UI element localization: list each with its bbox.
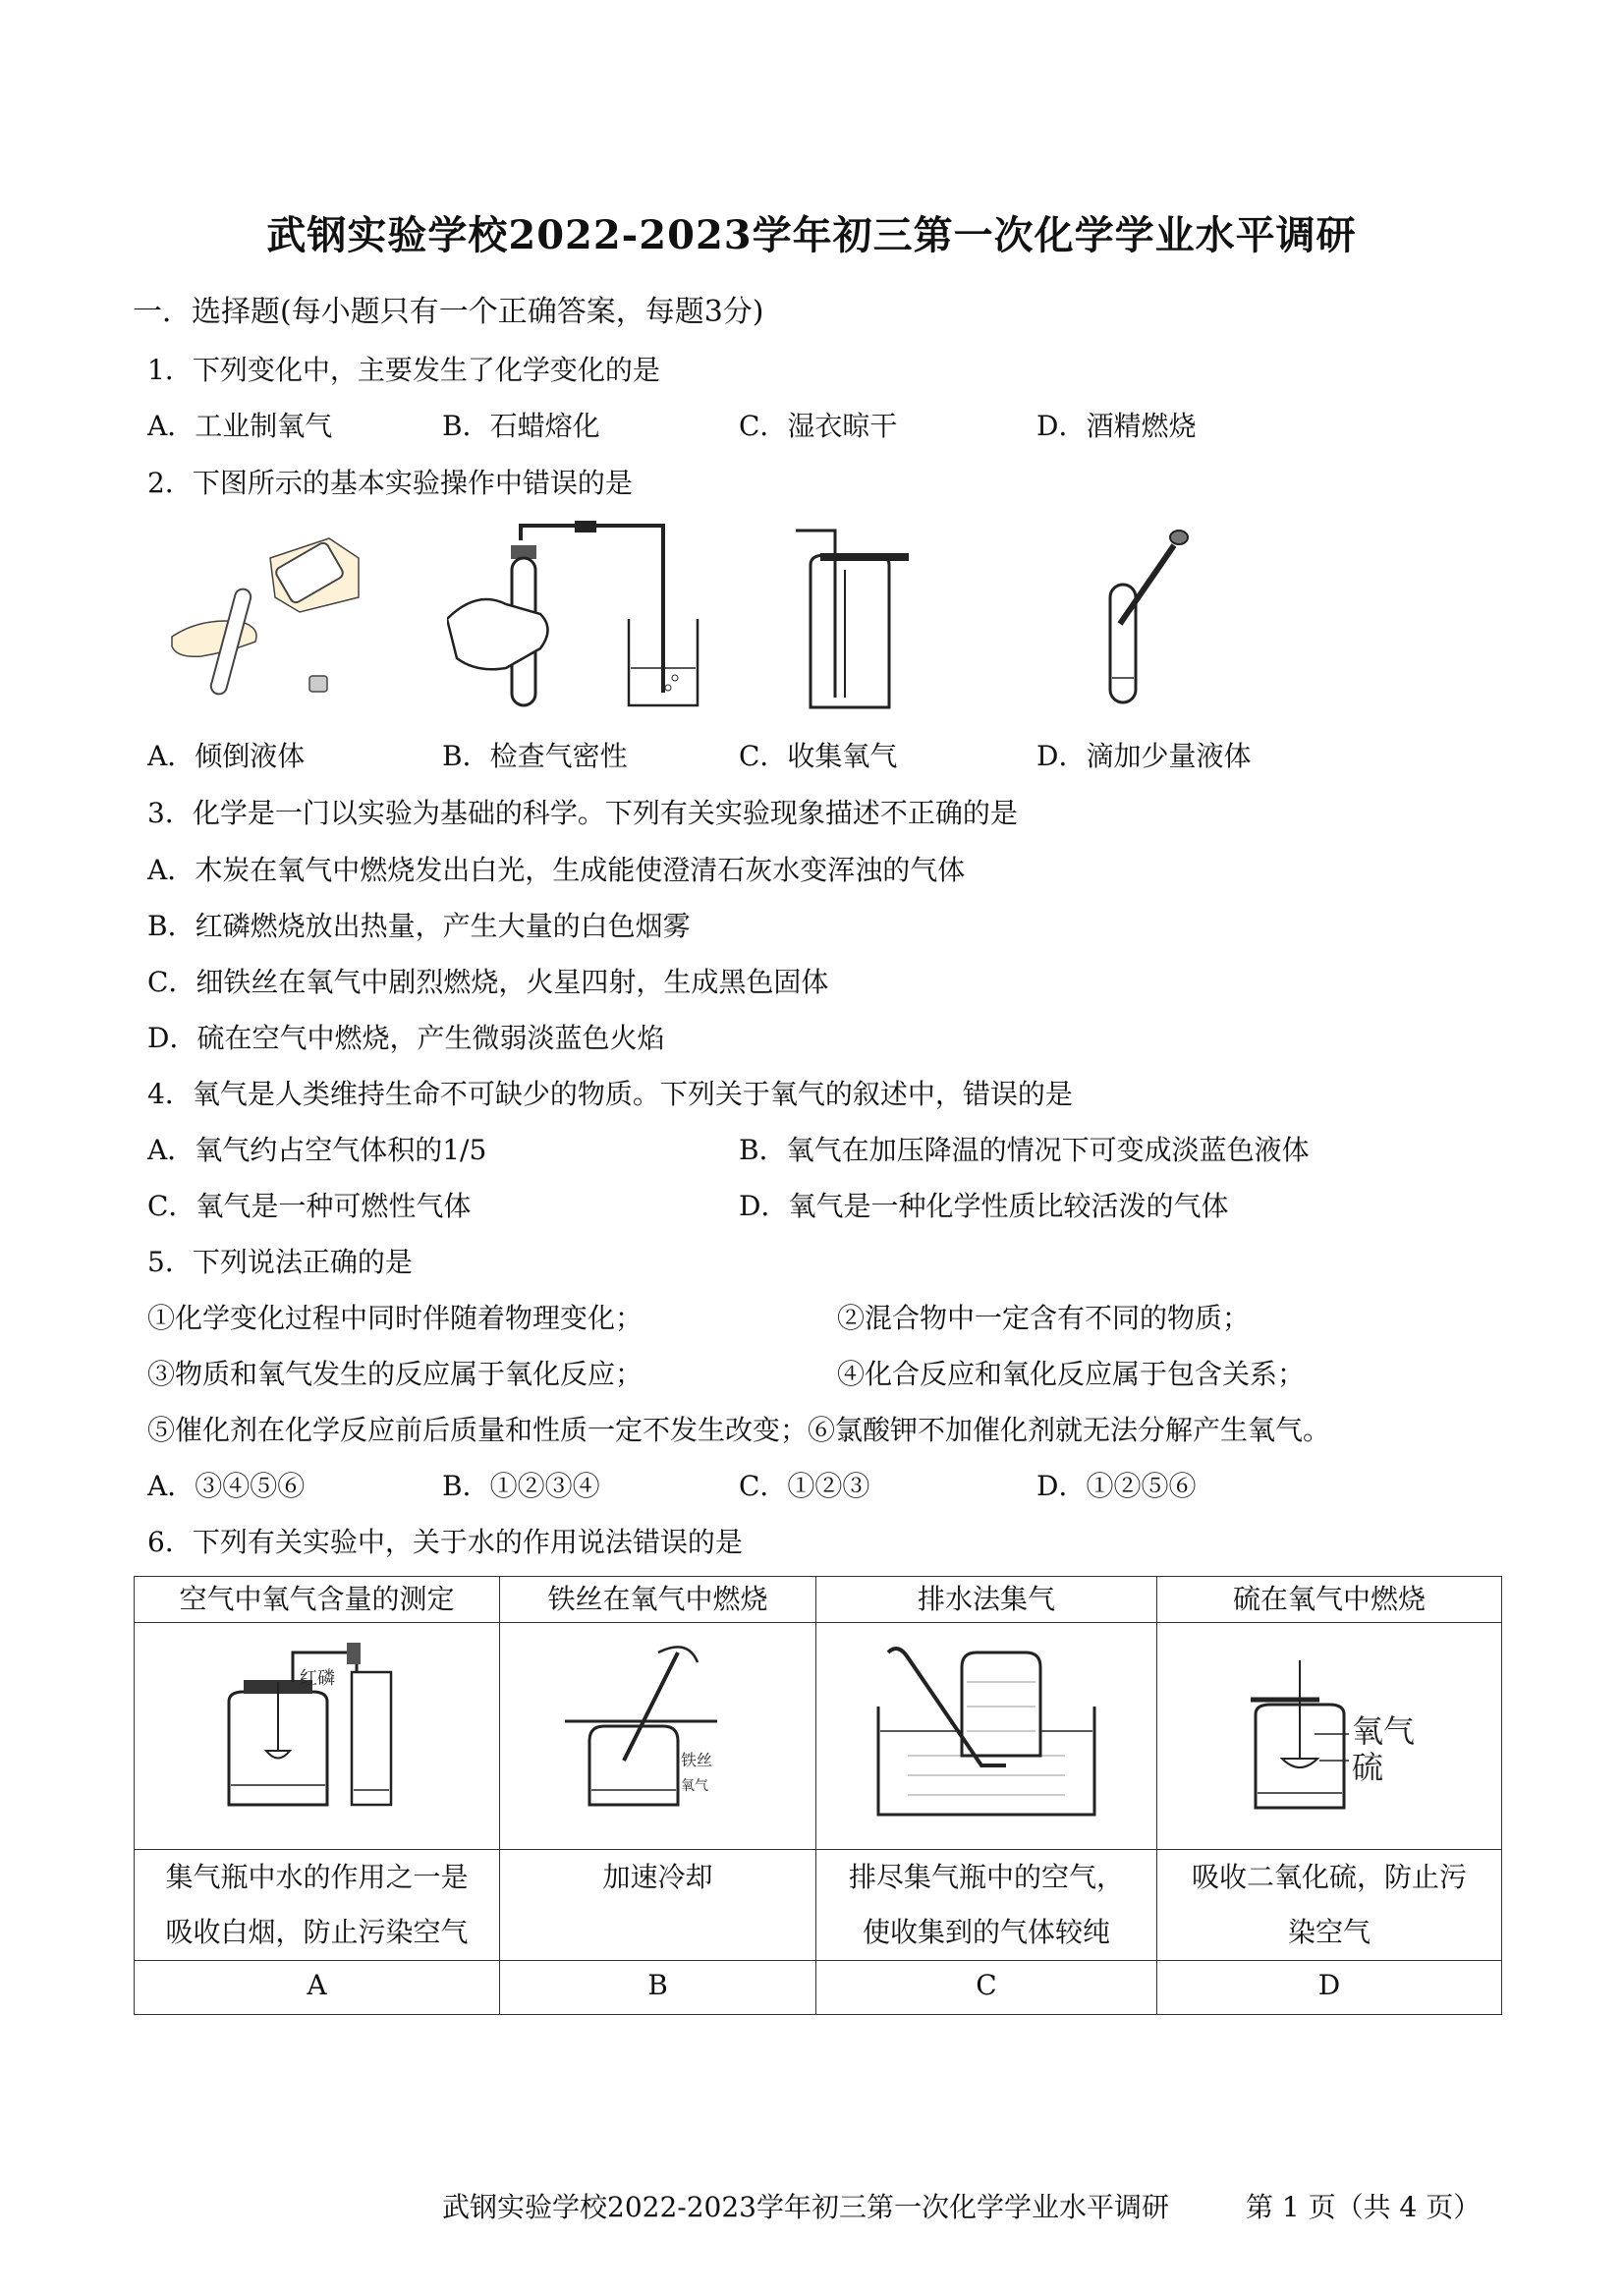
q4-stem: 4．氧气是人类维持生命不可缺少的物质。下列关于氧气的叙述中，错误的是 (147, 1078, 1073, 1110)
q2-option-d: D．滴加少量液体 (1036, 740, 1252, 772)
q5-statement-5-6: ⑤催化剂在化学反应前后质量和性质一定不发生改变；⑥氯酸钾不加催化剂就无法分解产生氧气。 (147, 1414, 1331, 1446)
oxygen-small-label: 氧气 (680, 1778, 708, 1794)
q3-option-d: D．硫在空气中燃烧，产生微弱淡蓝色火焰 (147, 1022, 665, 1054)
q5-statement-3: ③物质和氧气发生的反应属于氧化反应； (147, 1358, 644, 1390)
table-row (135, 1623, 1502, 1850)
q6-label-d: D (1157, 1961, 1502, 2015)
q6-header-a: 空气中氧气含量的测定 (135, 1577, 500, 1623)
q6-header-c: 排水法集气 (816, 1577, 1157, 1623)
q6-desc-b: 加速冷却 (500, 1850, 816, 1961)
table-row (135, 1850, 1502, 1961)
q3-stem: 3．化学是一门以实验为基础的科学。下列有关实验现象描述不正确的是 (147, 797, 1018, 829)
q4-option-b: B．氧气在加压降温的情况下可变成淡蓝色液体 (739, 1134, 1310, 1166)
table-row (135, 1961, 1502, 2015)
q6-figure-d-cell (1157, 1623, 1502, 1850)
q3-option-a: A．木炭在氧气中燃烧发出白光，生成能使澄清石灰水变浑浊的气体 (147, 854, 966, 886)
q2-stem: 2．下图所示的基本实验操作中错误的是 (147, 467, 633, 499)
q6-figure-a-cell (135, 1623, 500, 1850)
q5-statement-1: ①化学变化过程中同时伴随着物理变化； (147, 1302, 644, 1334)
iron-wire-figure (560, 1643, 756, 1820)
q2-option-a: A．倾倒液体 (147, 740, 306, 772)
red-phosphorus-label: 红磷 (299, 1668, 335, 1689)
q5-statement-4: ④化合反应和氧化反应属于包含关系； (837, 1358, 1306, 1390)
page-number: 第 1 页（共 4 页） (1246, 2191, 1482, 2223)
sulfur-combustion-figure (1221, 1641, 1437, 1827)
q6-label-a: A (135, 1961, 500, 2015)
dropper-figure (1091, 526, 1199, 707)
q5-stem: 5．下列说法正确的是 (147, 1246, 413, 1278)
q4-option-d: D．氧气是一种化学性质比较活泼的气体 (739, 1190, 1229, 1222)
q4-option-a: A．氧气约占空气体积的1/5 (147, 1134, 487, 1166)
airtightness-figure (447, 521, 702, 717)
q6-label-b: B (500, 1961, 816, 2015)
q6-desc-c: 排尽集气瓶中的空气，使收集到的气体较纯 (816, 1850, 1157, 1961)
oxygen-label: 氧气 (1352, 1712, 1416, 1750)
q6-table (134, 1576, 1502, 2015)
q6-label-c: C (816, 1961, 1157, 2015)
oxygen-content-figure (209, 1643, 425, 1820)
q1-stem: 1．下列变化中，主要发生了化学变化的是 (147, 354, 660, 386)
q6-stem: 6．下列有关实验中，关于水的作用说法错误的是 (147, 1526, 743, 1558)
q6-header-b: 铁丝在氧气中燃烧 (500, 1577, 816, 1623)
collect-oxygen-figure (791, 526, 909, 712)
q3-option-b: B．红磷燃烧放出热量，产生大量的白色烟雾 (147, 910, 691, 942)
q6-figure-c-cell (816, 1623, 1157, 1850)
water-displacement-figure (868, 1638, 1104, 1834)
q5-option-b: B．①②③④ (442, 1470, 600, 1502)
iron-wire-label: 铁丝 (680, 1751, 712, 1769)
q2-option-b: B．检查气密性 (442, 740, 628, 772)
footer-title: 武钢实验学校2022-2023学年初三第一次化学学业水平调研 (442, 2191, 1169, 2223)
q3-option-c: C．细铁丝在氧气中剧烈燃烧，火星四射，生成黑色固体 (147, 966, 829, 998)
q6-header-d: 硫在氧气中燃烧 (1157, 1577, 1502, 1623)
q1-option-a: A．工业制氧气 (147, 410, 333, 442)
q1-option-d: D．酒精燃烧 (1036, 410, 1197, 442)
q4-option-c: C．氧气是一种可燃性气体 (147, 1190, 472, 1222)
q5-option-c: C．①②③ (739, 1470, 870, 1502)
q5-statement-2: ②混合物中一定含有不同的物质； (837, 1302, 1251, 1334)
table-row (135, 1577, 1502, 1623)
page-title: 武钢实验学校2022-2023学年初三第一次化学学业水平调研 (266, 212, 1357, 258)
q5-option-d: D．①②⑤⑥ (1036, 1470, 1197, 1502)
pouring-liquid-figure (162, 519, 378, 715)
q1-option-c: C．湿衣晾干 (739, 410, 898, 442)
q2-option-c: C．收集氧气 (739, 740, 898, 772)
q6-desc-a: 集气瓶中水的作用之一是吸收白烟，防止污染空气 (135, 1850, 500, 1961)
q6-desc-d: 吸收二氧化硫，防止污染空气 (1157, 1850, 1502, 1961)
section-heading: 一．选择题(每小题只有一个正确答案，每题3分) (133, 295, 764, 329)
q6-figure-b-cell (500, 1623, 816, 1850)
q1-option-b: B．石蜡熔化 (442, 410, 600, 442)
sulfur-label: 硫 (1352, 1749, 1384, 1786)
q5-option-a: A．③④⑤⑥ (147, 1470, 306, 1502)
